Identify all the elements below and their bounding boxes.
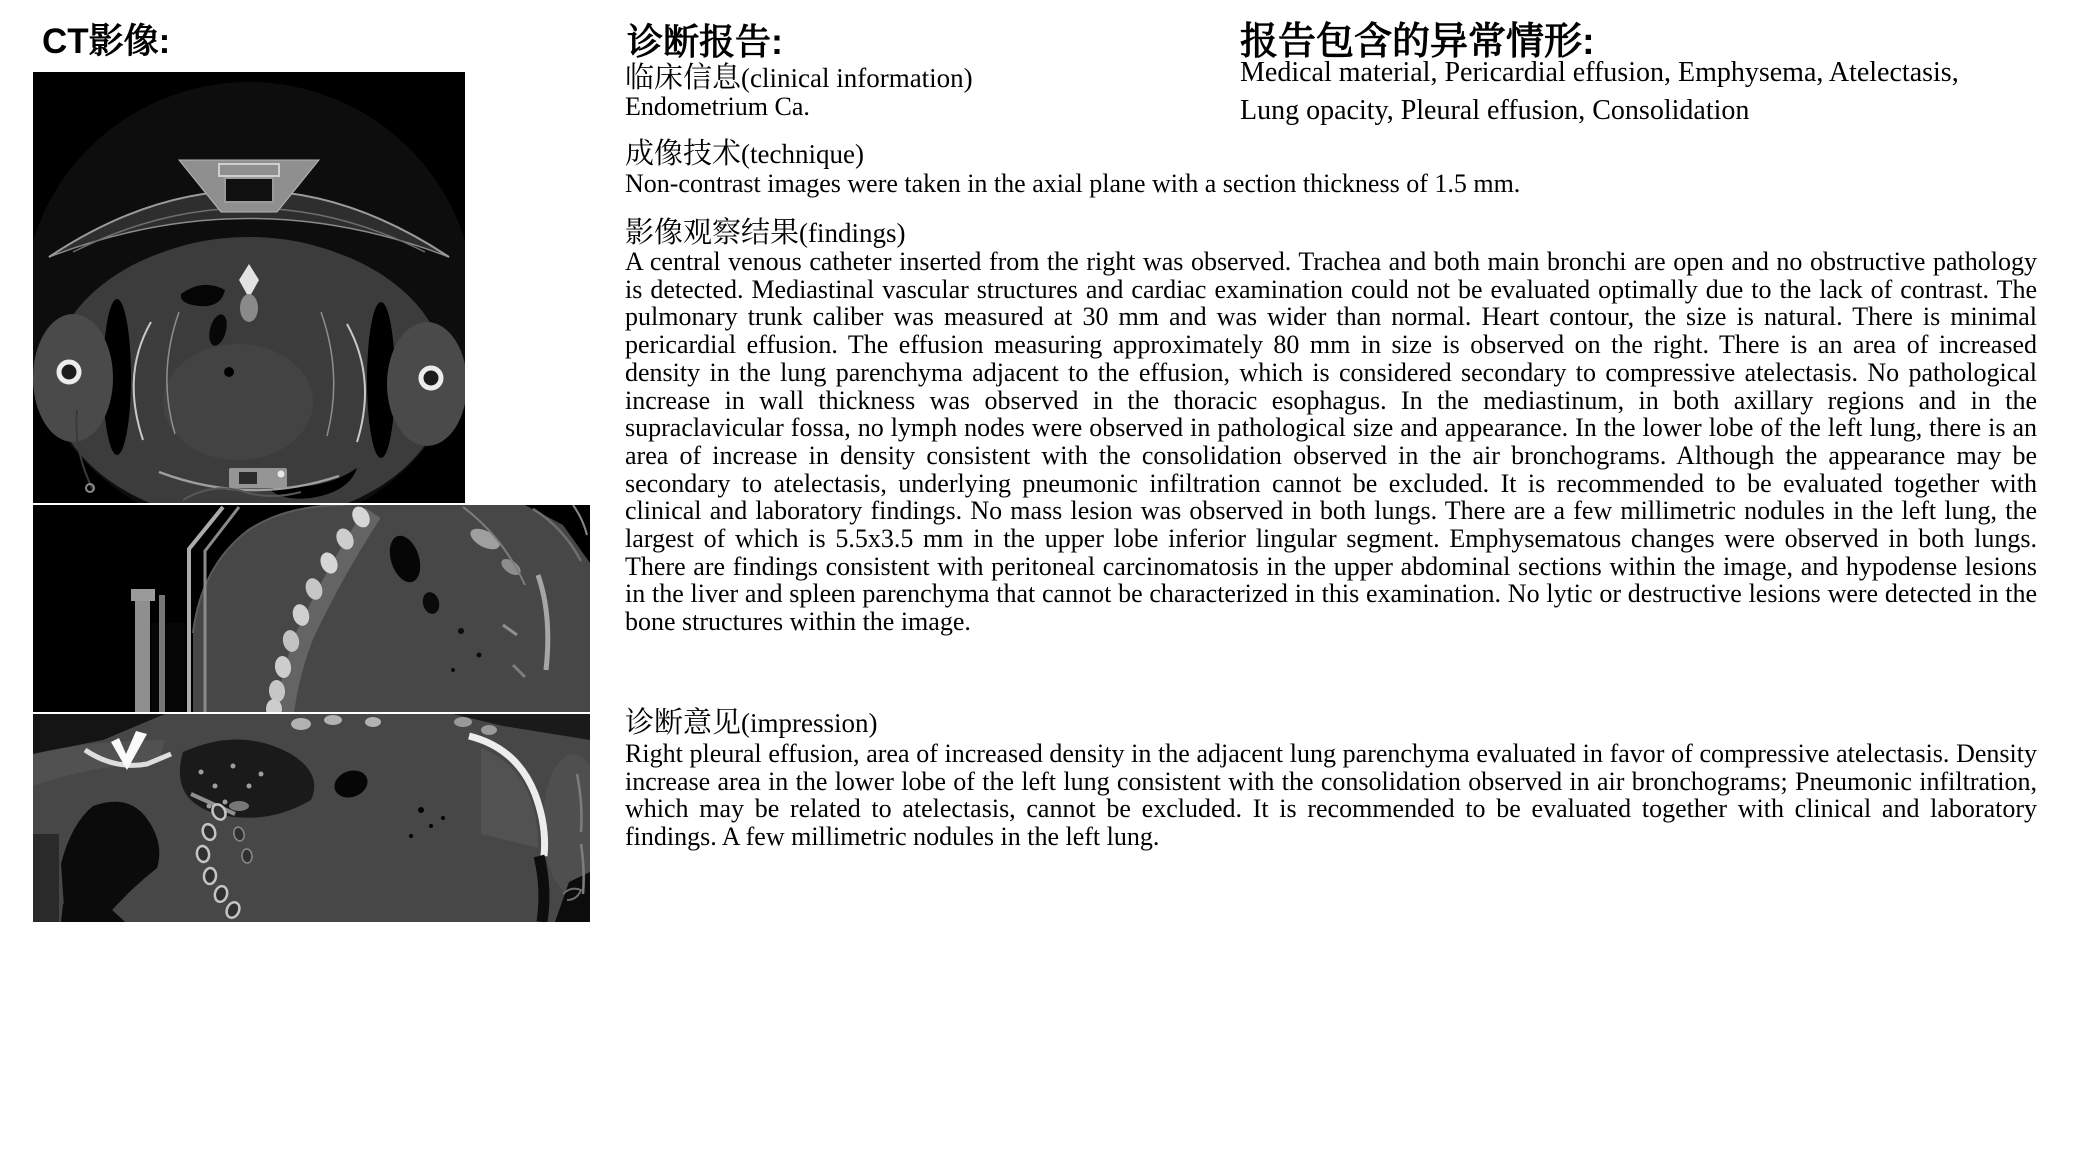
ct-image-panel-axial (33, 72, 465, 503)
section-label-clinical-information-en: (clinical information) (741, 63, 973, 93)
section-label-technique-en: (technique) (741, 139, 864, 169)
section-label-impression-zh: 诊断意见 (625, 707, 742, 739)
impression-text: Right pleural effusion, area of increased density in the adjacent lung parenchyma evaluated in favor of compressive atelectasis. Density increase area in the lower lobe of the left lung consistent with the consolidation observed in air bronchograms; Pneumonic infiltration, which may be related to atelectasis, cannot be excluded. It is recommended to be evaluated together with clinical and laboratory findings. A few millimetric nodules in the left lung. (625, 739, 2037, 852)
sagittal-chest-ct-image (33, 505, 590, 712)
ct-image-panel-coronal (33, 714, 590, 922)
coronal-chest-ct-image (33, 714, 590, 922)
findings-text: A central venous catheter inserted from the right was observed. Trachea and both main bronchi are open and no obstructive pathology is detected. Mediastinal vascular structures and cardiac examination could not be evaluated optimally due to the lack of contrast. The pulmonary trunk caliber was measured at 30 mm and was wider than normal. Heart contour, the size is natural. There is minimal pericardial effusion. The effusion measuring approximately 80 mm in size is observed on the right. There is an area of increased density in the lung parenchyma adjacent to the effusion, which is considered secondary to compressive atelectasis. No pathological increase in wall thickness was observed in the thoracic esophagus. In the mediastinum, in both axillary regions and in the supraclavicular fossa, no lymph nodes were observed in pathological size and appearance. In the lower lobe of the left lung, there is an area of increase in density consistent with the consolidation observed in the air bronchograms. Although the appearance may be secondary to atelectasis, underlying pneumonic infiltration cannot be excluded. It is recommended to be evaluated together with clinical and laboratory findings. No mass lesion was observed in both lungs. There are a few millimetric nodules in the left lung, the largest of which is 5.5x3.5 mm in the upper lobe inferior lingular segment. Emphysematous changes were observed in both lungs. There are findings consistent with peritoneal carcinomatosis in the upper abdominal sections within the image, and hypodense lesions in the liver and spleen parenchyma that cannot be characterized in this examination. No lytic or destructive lesions were detected in the bone structures within the image. (625, 247, 2037, 637)
section-label-impression-en: (impression) (741, 708, 878, 738)
section-label-clinical-information (625, 55, 973, 96)
section-label-technique (625, 131, 864, 172)
abnormalities-title: 报告包含的异常情形: (1240, 21, 1595, 63)
section-label-findings-en: (findings) (799, 218, 906, 248)
technique-text: Non-contrast images were taken in the axial plane with a section thickness of 1.5 mm. (625, 169, 1521, 198)
ct-section-title: CT影像: (42, 22, 171, 61)
section-label-technique-zh: 成像技术 (625, 138, 742, 170)
abnormalities-list (1240, 54, 2070, 130)
axial-chest-ct-image (33, 72, 465, 503)
section-label-findings-zh: 影像观察结果 (625, 217, 800, 249)
report-title: 诊断报告: (627, 21, 783, 62)
abnormalities-line-2: Lung opacity, Pleural effusion, Consolidation (1240, 95, 1750, 126)
section-label-findings (625, 210, 906, 251)
section-label-impression (625, 700, 878, 741)
section-label-clinical-information-zh: 临床信息 (625, 62, 742, 94)
ct-image-panel-sagittal (33, 505, 590, 712)
abnormalities-line-1: Medical material, Pericardial effusion, Emphysema, Atelectasis, (1240, 57, 1959, 88)
clinical-information-text: Endometrium Ca. (625, 92, 810, 121)
